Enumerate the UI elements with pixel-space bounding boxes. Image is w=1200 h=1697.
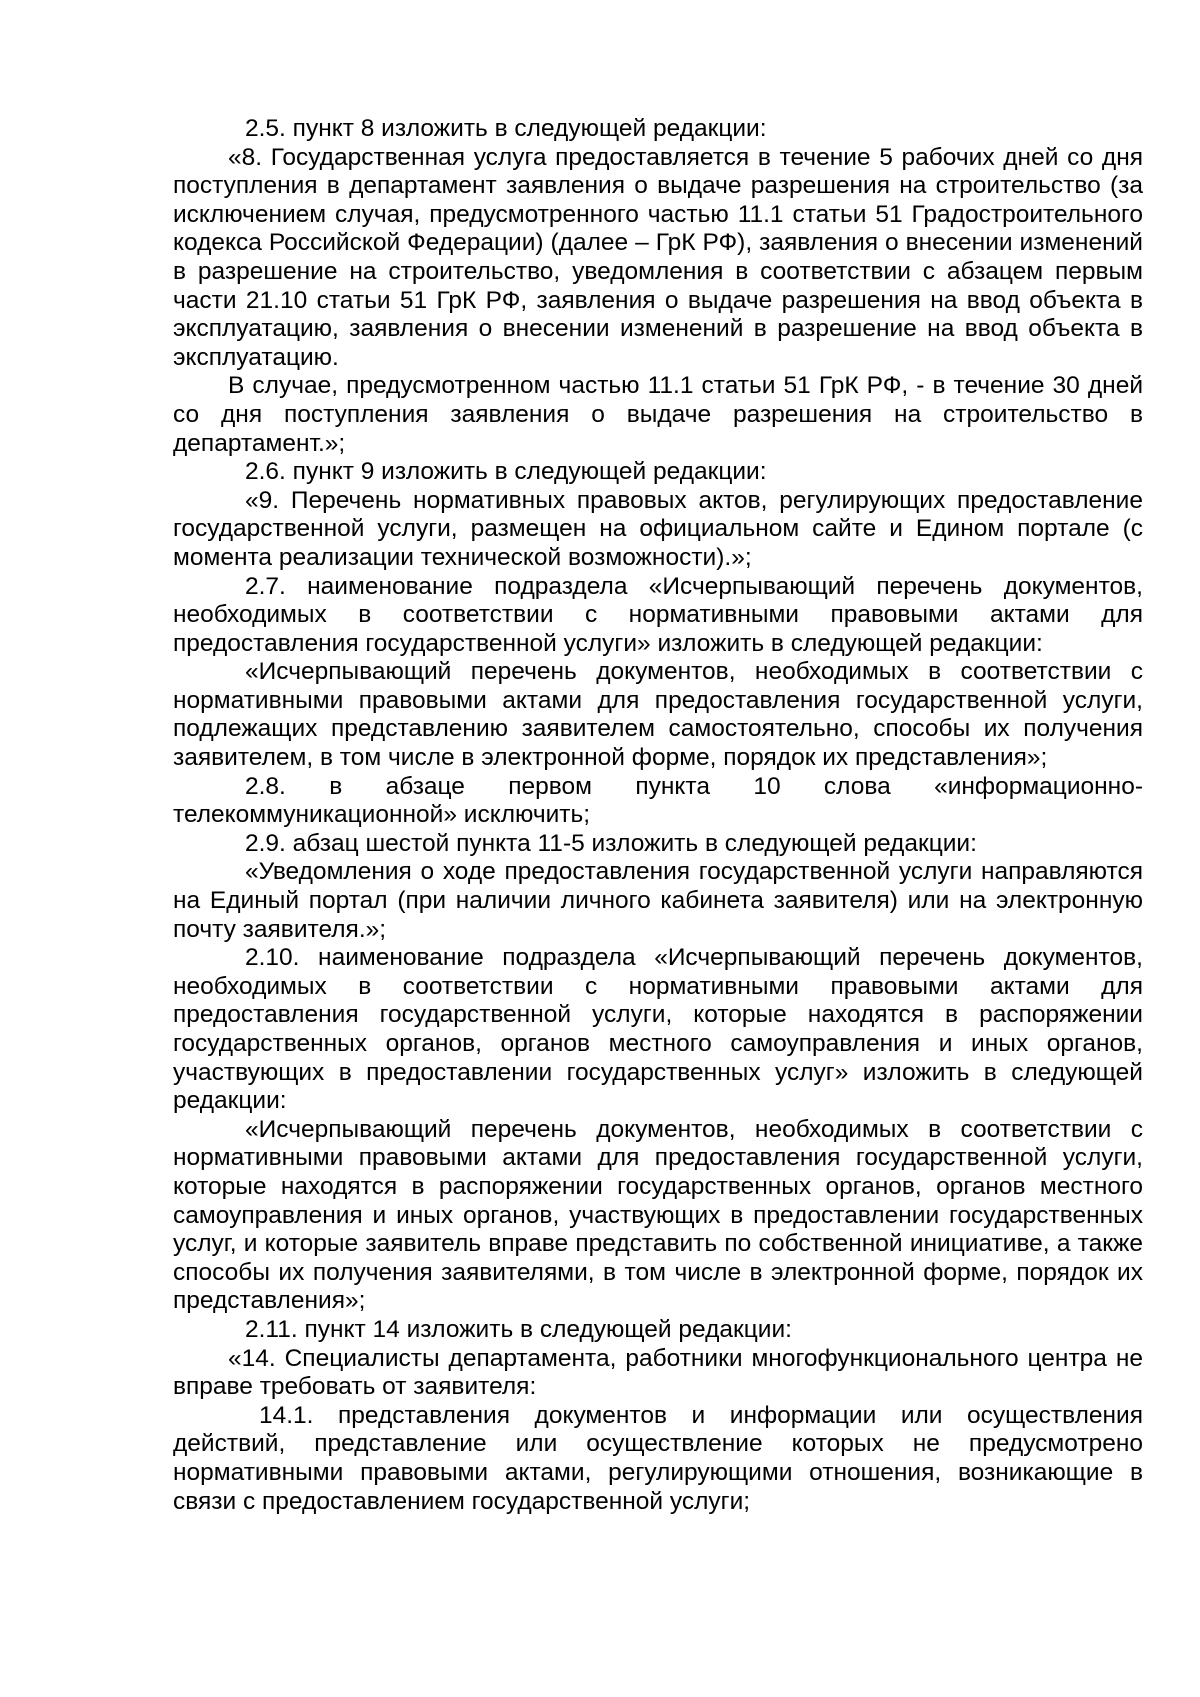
paragraph-2-7-quote: «Исчерпывающий перечень документов, необходимых в соответствии с нормативными правовыми актами для предоставления государственной услуги, подлежащих представлению заявителем самостоятельно, способы их получения заявителем, в том числе в электронной форме, порядок их представления»; [173,658,1143,772]
paragraph-2-7: 2.7. наименование подраздела «Исчерпывающий перечень документов, необходимых в соответствии с нормативными правовыми актами для предоставления государственной услуги» изложить в следующей редакции: [173,572,1143,657]
paragraph-2-9: 2.9. абзац шестой пункта 11-5 изложить в следующей редакции: [245,829,977,857]
document-page [173,115,1143,1516]
paragraph-2-9-quote: «Уведомления о ходе предоставления государственной услуги направляются на Единый портал (при наличии личного кабинета заявителя) или на электронную почту заявителя.»; [173,858,1143,943]
paragraph-2-10: 2.10. наименование подраздела «Исчерпывающий перечень документов, необходимых в соответствии с нормативными правовыми актами для предоставления государственной услуги, которые находятся в распоряжении государственных органов, органов местного самоуправления и иных органов, участвующих в предоставлении государственных услуг» изложить в следующей редакции: [173,944,1143,1115]
paragraph-point-14-1: 14.1. представления документов и информации или осуществления действий, представление или осуществление которых не предусмотрено нормативными правовыми актами, регулирующими отношения, возникающие в связи с предоставлением государственной услуги; [173,1401,1143,1515]
paragraph-2-6: 2.6. пункт 9 изложить в следующей редакции: [245,458,767,486]
paragraph-point-8: «8. Государственная услуга предоставляется в течение 5 рабочих дней со дня поступления в департамент заявления о выдаче разрешения на строительство (за исключением случая, предусмотренного частью 11.1 статьи 51 Градостроительного кодекса Российской Федерации) (далее – ГрК РФ), заявления о внесении изменений в разрешение на строительство, уведомления в соответствии с абзацем первым части 21.10 статьи 51 ГрК РФ, заявления о выдаче разрешения на ввод объекта в эксплуатацию, заявления о внесении изменений в разрешение на ввод объекта в эксплуатацию. [173,143,1143,371]
paragraph-point-9: «9. Перечень нормативных правовых актов, регулирующих предоставление государственной услуги, размещен на официальном сайте и Едином портале (с момента реализации технической возможности).»; [173,486,1143,571]
paragraph-2-5: 2.5. пункт 8 изложить в следующей редакции: [245,115,767,142]
paragraph-point-8-case: В случае, предусмотренном частью 11.1 статьи 51 ГрК РФ, - в течение 30 дней со дня поступления заявления о выдаче разрешения на строительство в департамент.»; [173,372,1143,457]
paragraph-2-10-quote: «Исчерпывающий перечень документов, необходимых в соответствии с нормативными правовыми актами для предоставления государственной услуги, которые находятся в распоряжении государственных органов, органов местного самоуправления и иных органов, участвующих в предоставлении государственных услуг, и которые заявитель вправе представить по собственной инициативе, а также способы их получения заявителями, в том числе в электронной форме, порядок их представления»; [173,1115,1143,1315]
paragraph-2-8: 2.8. в абзаце первом пункта 10 слова «информационно-телекоммуникационной» исключить; [173,772,1143,829]
paragraph-2-11: 2.11. пункт 14 изложить в следующей редакции: [245,1315,792,1343]
paragraph-point-14: «14. Специалисты департамента, работники многофункционального центра не вправе требовать от заявителя: [173,1344,1143,1401]
